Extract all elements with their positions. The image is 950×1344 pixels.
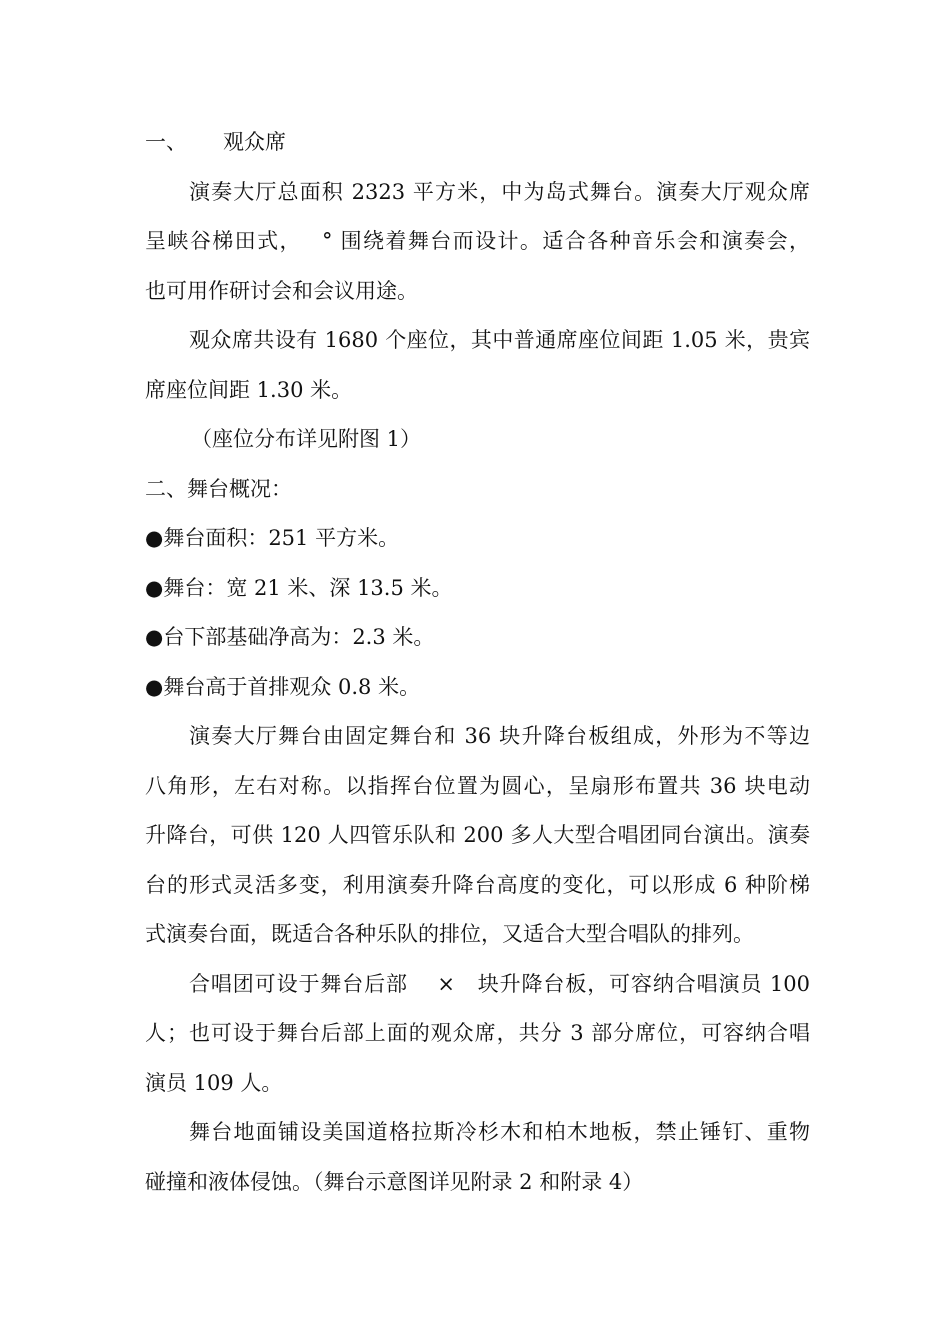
section1-heading-text: 观众席 [223, 130, 286, 154]
paragraph-line: 碰撞和液体侵蚀。（舞台示意图详见附录 2 和附录 4） [145, 1169, 644, 1194]
bullet-item: ●舞台：宽 21 米、深 13.5 米。 [145, 575, 453, 600]
paragraph-line: 升降台，可供 120 人四管乐队和 200 多人大型合唱团同台演出。演奏 [145, 823, 810, 847]
figure-reference: （座位分布详见附图 1） [191, 427, 422, 451]
paragraph-line: 合唱团可设于舞台后部 × 块升降台板，可容纳合唱演员 100 [189, 971, 810, 996]
paragraph-line: 人；也可设于舞台后部上面的观众席，共分 3 部分席位，可容纳合唱 [145, 1021, 810, 1045]
paragraph-line: 呈峡谷梯田式， ° 围绕着舞台而设计。适合各种音乐会和演奏会， [145, 229, 810, 253]
paragraph-line: 也可用作研讨会和会议用途。 [145, 278, 418, 303]
section1-heading [145, 118, 810, 168]
paragraph-line: 席座位间距 1.30 米。 [145, 377, 353, 402]
section2-heading: 二、舞台概况： [145, 476, 292, 501]
paragraph-line: 演奏大厅总面积 2323 平方米，中为岛式舞台。演奏大厅观众席 [189, 179, 810, 204]
paragraph-line: 八角形，左右对称。以指挥台位置为圆心，呈扇形布置共 36 块电动 [145, 773, 810, 798]
bullet-item: ●台下部基础净高为：2.3 米。 [145, 625, 435, 649]
paragraph-line: 台的形式灵活多变，利用演奏升降台高度的变化，可以形成 6 种阶梯 [145, 872, 810, 897]
bullet-item: ●舞台面积：251 平方米。 [145, 526, 400, 550]
paragraph-line: 舞台地面铺设美国道格拉斯冷杉木和柏木地板，禁止锤钉、重物 [189, 1120, 810, 1144]
document-page [145, 118, 810, 1207]
bullet-item: ●舞台高于首排观众 0.8 米。 [145, 674, 421, 699]
paragraph-line: 观众席共设有 1680 个座位，其中普通席座位间距 1.05 米，贵宾 [189, 328, 810, 352]
paragraph-line: 式演奏台面，既适合各种乐队的排位，又适合大型合唱队的排列。 [145, 922, 754, 946]
paragraph-line: 演奏大厅舞台由固定舞台和 36 块升降台板组成，外形为不等边 [189, 724, 810, 748]
paragraph-line: 演员 109 人。 [145, 1070, 283, 1095]
section1-heading-number: 一、 [145, 130, 187, 154]
